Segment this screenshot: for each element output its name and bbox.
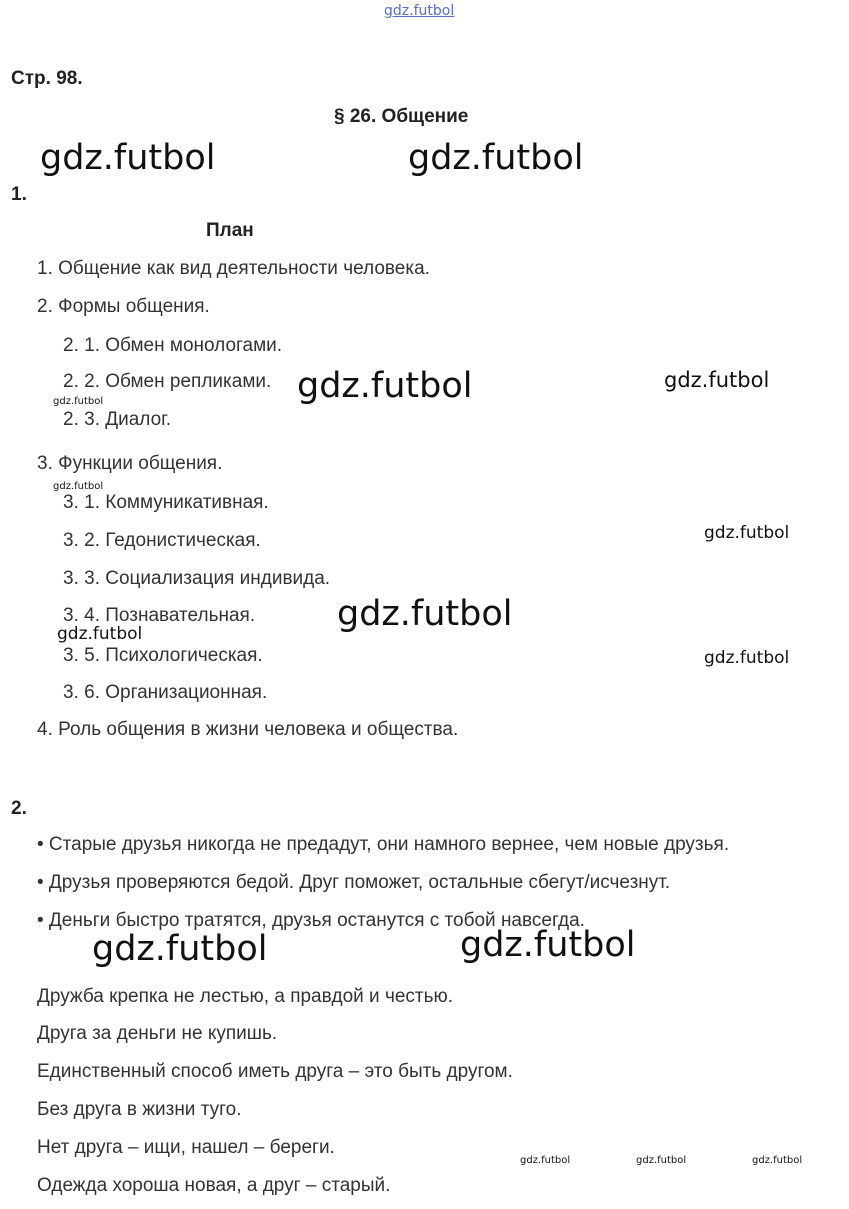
watermark: gdz.futbol bbox=[664, 368, 770, 392]
plan-subitem: 3. 6. Организационная. bbox=[63, 682, 268, 703]
bullet-item: • Деньги быстро тратятся, друзья останутся с тобой навсегда. bbox=[37, 910, 585, 931]
plan-subitem: 2. 1. Обмен монологами. bbox=[63, 335, 283, 356]
plan-item: 2. Формы общения. bbox=[37, 296, 210, 317]
page-reference: Стр. 98. bbox=[11, 68, 83, 89]
watermark: gdz.futbol bbox=[704, 648, 790, 668]
plan-subitem: 3. 4. Познавательная. bbox=[63, 605, 256, 626]
task-1-number: 1. bbox=[11, 184, 27, 205]
plan-item: 3. Функции общения. bbox=[37, 453, 223, 474]
bullet-item: • Друзья проверяются бедой. Друг поможет, остальные сбегут/исчезнут. bbox=[37, 872, 671, 893]
watermark: gdz.futbol bbox=[520, 1155, 571, 1166]
plan-subitem: 3. 3. Социализация индивида. bbox=[63, 568, 331, 589]
plan-subitem: 3. 1. Коммуникативная. bbox=[63, 492, 269, 513]
plan-subitem: 3. 5. Психологическая. bbox=[63, 645, 263, 666]
section-title: § 26. Общение bbox=[334, 106, 469, 127]
bullet-item: • Старые друзья никогда не предадут, они намного вернее, чем новые друзья. bbox=[37, 834, 730, 855]
proverb: Друга за деньги не купишь. bbox=[37, 1023, 278, 1044]
watermark: gdz.futbol bbox=[53, 481, 104, 492]
watermark: gdz.futbol bbox=[337, 594, 513, 634]
watermark: gdz.futbol bbox=[704, 523, 790, 543]
proverb: Нет друга – ищи, нашел – береги. bbox=[37, 1137, 335, 1158]
proverb: Дружба крепка не лестью, а правдой и честью. bbox=[37, 986, 454, 1007]
watermark: gdz.futbol bbox=[297, 366, 473, 406]
plan-title: План bbox=[206, 220, 254, 241]
watermark: gdz.futbol bbox=[92, 929, 268, 969]
watermark: gdz.futbol bbox=[53, 396, 104, 407]
watermark: gdz.futbol bbox=[460, 925, 636, 965]
plan-item: 4. Роль общения в жизни человека и общества. bbox=[37, 719, 459, 740]
watermark: gdz.futbol bbox=[752, 1155, 803, 1166]
plan-subitem: 2. 3. Диалог. bbox=[63, 409, 172, 430]
plan-subitem: 2. 2. Обмен репликами. bbox=[63, 371, 272, 392]
proverb: Без друга в жизни туго. bbox=[37, 1099, 242, 1120]
plan-item: 1. Общение как вид деятельности человека. bbox=[37, 258, 430, 279]
watermark: gdz.futbol bbox=[40, 138, 216, 178]
watermark-top-link[interactable]: gdz.futbol bbox=[384, 3, 455, 19]
task-2-number: 2. bbox=[11, 798, 27, 819]
watermark: gdz.futbol bbox=[408, 138, 584, 178]
watermark: gdz.futbol bbox=[636, 1155, 687, 1166]
proverb: Одежда хороша новая, а друг – старый. bbox=[37, 1175, 391, 1196]
proverb: Единственный способ иметь друга – это быть другом. bbox=[37, 1061, 513, 1082]
plan-subitem: 3. 2. Гедонистическая. bbox=[63, 530, 261, 551]
watermark: gdz.futbol bbox=[57, 624, 143, 644]
